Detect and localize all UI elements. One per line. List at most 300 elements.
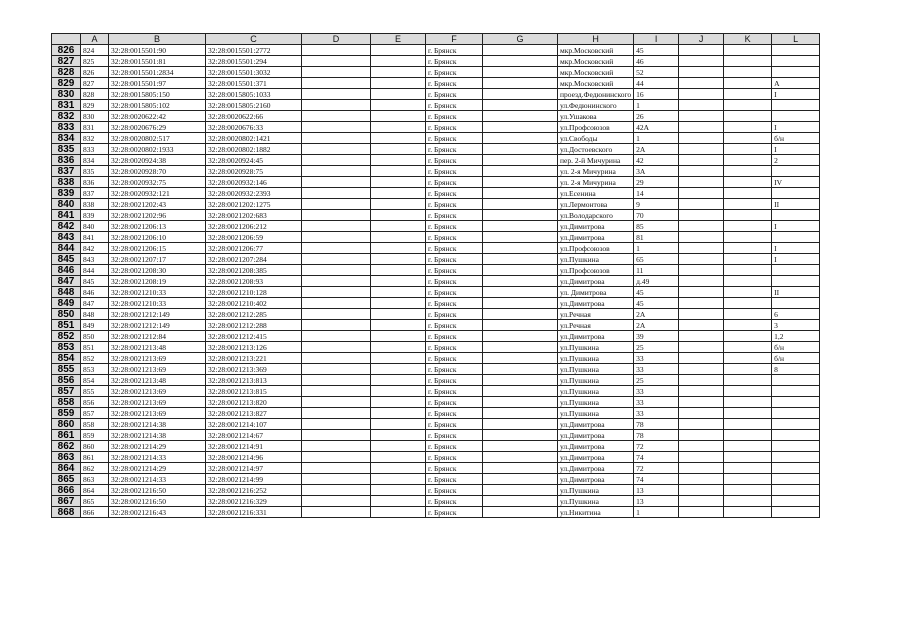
cell-d[interactable] <box>302 441 371 452</box>
column-header-b[interactable]: B <box>109 34 206 45</box>
cell-c[interactable]: 32:28:0021213:827 <box>206 408 302 419</box>
cell-g[interactable] <box>483 210 558 221</box>
cell-f[interactable]: г. Брянск <box>426 56 483 67</box>
cell-l[interactable]: II <box>772 287 820 298</box>
cell-i[interactable]: 72 <box>634 441 679 452</box>
column-header-a[interactable]: A <box>81 34 109 45</box>
cell-d[interactable] <box>302 254 371 265</box>
row-header[interactable]: 834 <box>52 133 81 144</box>
column-header-f[interactable]: F <box>426 34 483 45</box>
cell-d[interactable] <box>302 287 371 298</box>
cell-e[interactable] <box>371 188 426 199</box>
cell-c[interactable]: 32:28:0021212:415 <box>206 331 302 342</box>
cell-b[interactable]: 32:28:0020932:121 <box>109 188 206 199</box>
cell-c[interactable]: 32:28:0021213:126 <box>206 342 302 353</box>
cell-g[interactable] <box>483 287 558 298</box>
cell-h[interactable]: ул. 2-я Мичурина <box>558 177 634 188</box>
cell-e[interactable] <box>371 45 426 56</box>
cell-a[interactable]: 838 <box>81 199 109 210</box>
cell-f[interactable]: г. Брянск <box>426 276 483 287</box>
cell-h[interactable]: проезд.Федюнинского <box>558 89 634 100</box>
cell-e[interactable] <box>371 309 426 320</box>
cell-l[interactable] <box>772 265 820 276</box>
row-header[interactable]: 859 <box>52 408 81 419</box>
row-header[interactable]: 848 <box>52 287 81 298</box>
cell-c[interactable]: 32:28:0020928:75 <box>206 166 302 177</box>
cell-l[interactable]: I <box>772 144 820 155</box>
cell-i[interactable]: 44 <box>634 78 679 89</box>
cell-k[interactable] <box>724 111 772 122</box>
cell-c[interactable]: 32:28:0021213:820 <box>206 397 302 408</box>
cell-j[interactable] <box>679 419 724 430</box>
cell-f[interactable]: г. Брянск <box>426 397 483 408</box>
cell-g[interactable] <box>483 100 558 111</box>
cell-d[interactable] <box>302 408 371 419</box>
cell-d[interactable] <box>302 155 371 166</box>
cell-h[interactable]: ул.Пушкина <box>558 485 634 496</box>
cell-f[interactable]: г. Брянск <box>426 298 483 309</box>
cell-e[interactable] <box>371 342 426 353</box>
cell-a[interactable]: 863 <box>81 474 109 485</box>
cell-g[interactable] <box>483 474 558 485</box>
row-header[interactable]: 854 <box>52 353 81 364</box>
cell-g[interactable] <box>483 485 558 496</box>
cell-h[interactable]: ул.Пушкина <box>558 386 634 397</box>
row-header[interactable]: 840 <box>52 199 81 210</box>
cell-e[interactable] <box>371 320 426 331</box>
cell-j[interactable] <box>679 430 724 441</box>
cell-l[interactable] <box>772 419 820 430</box>
cell-e[interactable] <box>371 353 426 364</box>
cell-j[interactable] <box>679 67 724 78</box>
cell-a[interactable]: 840 <box>81 221 109 232</box>
cell-b[interactable]: 32:28:0021212:149 <box>109 309 206 320</box>
cell-f[interactable]: г. Брянск <box>426 111 483 122</box>
cell-b[interactable]: 32:28:0021214:38 <box>109 419 206 430</box>
cell-g[interactable] <box>483 67 558 78</box>
cell-g[interactable] <box>483 111 558 122</box>
cell-l[interactable] <box>772 232 820 243</box>
cell-k[interactable] <box>724 353 772 364</box>
cell-i[interactable]: 39 <box>634 331 679 342</box>
cell-e[interactable] <box>371 430 426 441</box>
cell-l[interactable]: I <box>772 122 820 133</box>
cell-k[interactable] <box>724 452 772 463</box>
cell-b[interactable]: 32:28:0021213:69 <box>109 397 206 408</box>
cell-i[interactable]: 33 <box>634 397 679 408</box>
cell-b[interactable]: 32:28:0021214:29 <box>109 463 206 474</box>
cell-f[interactable]: г. Брянск <box>426 232 483 243</box>
row-header[interactable]: 864 <box>52 463 81 474</box>
cell-g[interactable] <box>483 254 558 265</box>
cell-i[interactable]: 1 <box>634 100 679 111</box>
cell-h[interactable]: пер. 2-й Мичурина <box>558 155 634 166</box>
row-header[interactable]: 850 <box>52 309 81 320</box>
cell-i[interactable]: 2А <box>634 309 679 320</box>
cell-c[interactable]: 32:28:0020802:1421 <box>206 133 302 144</box>
cell-d[interactable] <box>302 243 371 254</box>
cell-d[interactable] <box>302 309 371 320</box>
cell-h[interactable]: ул.Никитина <box>558 507 634 518</box>
cell-j[interactable] <box>679 243 724 254</box>
cell-b[interactable]: 32:28:0021214:38 <box>109 430 206 441</box>
cell-f[interactable]: г. Брянск <box>426 463 483 474</box>
cell-k[interactable] <box>724 320 772 331</box>
cell-c[interactable]: 32:28:0020932:146 <box>206 177 302 188</box>
cell-j[interactable] <box>679 364 724 375</box>
row-header[interactable]: 868 <box>52 507 81 518</box>
column-header-e[interactable]: E <box>371 34 426 45</box>
cell-j[interactable] <box>679 397 724 408</box>
cell-k[interactable] <box>724 67 772 78</box>
cell-i[interactable]: 52 <box>634 67 679 78</box>
cell-g[interactable] <box>483 463 558 474</box>
cell-k[interactable] <box>724 155 772 166</box>
row-header[interactable]: 830 <box>52 89 81 100</box>
cell-c[interactable]: 32:28:0021212:288 <box>206 320 302 331</box>
cell-i[interactable]: 33 <box>634 353 679 364</box>
cell-g[interactable] <box>483 166 558 177</box>
cell-d[interactable] <box>302 166 371 177</box>
cell-g[interactable] <box>483 199 558 210</box>
cell-l[interactable]: I <box>772 89 820 100</box>
cell-h[interactable]: ул.Пушкина <box>558 496 634 507</box>
cell-k[interactable] <box>724 463 772 474</box>
cell-e[interactable] <box>371 386 426 397</box>
cell-g[interactable] <box>483 397 558 408</box>
cell-l[interactable] <box>772 210 820 221</box>
cell-j[interactable] <box>679 155 724 166</box>
row-header[interactable]: 832 <box>52 111 81 122</box>
cell-d[interactable] <box>302 78 371 89</box>
cell-g[interactable] <box>483 232 558 243</box>
cell-f[interactable]: г. Брянск <box>426 133 483 144</box>
cell-k[interactable] <box>724 397 772 408</box>
cell-e[interactable] <box>371 221 426 232</box>
cell-f[interactable]: г. Брянск <box>426 474 483 485</box>
cell-f[interactable]: г. Брянск <box>426 155 483 166</box>
row-header[interactable]: 827 <box>52 56 81 67</box>
cell-f[interactable]: г. Брянск <box>426 408 483 419</box>
cell-d[interactable] <box>302 496 371 507</box>
cell-h[interactable]: ул.Димитрова <box>558 452 634 463</box>
row-header[interactable]: 836 <box>52 155 81 166</box>
cell-f[interactable]: г. Брянск <box>426 78 483 89</box>
cell-h[interactable]: ул.Димитрова <box>558 331 634 342</box>
cell-l[interactable]: IV <box>772 177 820 188</box>
cell-h[interactable]: мкр.Московский <box>558 67 634 78</box>
cell-c[interactable]: 32:28:0021213:813 <box>206 375 302 386</box>
cell-h[interactable]: ул.Димитрова <box>558 419 634 430</box>
cell-a[interactable]: 829 <box>81 100 109 111</box>
cell-g[interactable] <box>483 342 558 353</box>
cell-h[interactable]: ул.Пушкина <box>558 408 634 419</box>
cell-d[interactable] <box>302 507 371 518</box>
cell-j[interactable] <box>679 441 724 452</box>
cell-b[interactable]: 32:28:0015501:2834 <box>109 67 206 78</box>
cell-l[interactable]: А <box>772 78 820 89</box>
cell-j[interactable] <box>679 408 724 419</box>
cell-j[interactable] <box>679 45 724 56</box>
cell-i[interactable]: 16 <box>634 89 679 100</box>
cell-k[interactable] <box>724 78 772 89</box>
cell-d[interactable] <box>302 276 371 287</box>
cell-f[interactable]: г. Брянск <box>426 89 483 100</box>
cell-b[interactable]: 32:28:0020622:42 <box>109 111 206 122</box>
cell-k[interactable] <box>724 133 772 144</box>
cell-g[interactable] <box>483 309 558 320</box>
cell-l[interactable] <box>772 298 820 309</box>
cell-a[interactable]: 830 <box>81 111 109 122</box>
cell-g[interactable] <box>483 78 558 89</box>
cell-j[interactable] <box>679 320 724 331</box>
cell-k[interactable] <box>724 232 772 243</box>
cell-k[interactable] <box>724 122 772 133</box>
cell-g[interactable] <box>483 56 558 67</box>
cell-e[interactable] <box>371 155 426 166</box>
cell-j[interactable] <box>679 507 724 518</box>
cell-f[interactable]: г. Брянск <box>426 386 483 397</box>
cell-k[interactable] <box>724 507 772 518</box>
cell-h[interactable]: ул.Пушкина <box>558 364 634 375</box>
cell-i[interactable]: 45 <box>634 45 679 56</box>
cell-f[interactable]: г. Брянск <box>426 496 483 507</box>
cell-e[interactable] <box>371 56 426 67</box>
cell-j[interactable] <box>679 331 724 342</box>
cell-k[interactable] <box>724 265 772 276</box>
cell-h[interactable]: ул.Володарского <box>558 210 634 221</box>
cell-d[interactable] <box>302 133 371 144</box>
row-header[interactable]: 866 <box>52 485 81 496</box>
cell-g[interactable] <box>483 144 558 155</box>
cell-f[interactable]: г. Брянск <box>426 342 483 353</box>
cell-e[interactable] <box>371 67 426 78</box>
cell-h[interactable]: мкр.Московский <box>558 45 634 56</box>
cell-f[interactable]: г. Брянск <box>426 100 483 111</box>
cell-d[interactable] <box>302 320 371 331</box>
cell-a[interactable]: 851 <box>81 342 109 353</box>
cell-c[interactable]: 32:28:0021214:91 <box>206 441 302 452</box>
cell-h[interactable]: ул.Димитрова <box>558 474 634 485</box>
cell-h[interactable]: ул.Димитрова <box>558 298 634 309</box>
row-header[interactable]: 837 <box>52 166 81 177</box>
cell-j[interactable] <box>679 78 724 89</box>
cell-c[interactable]: 32:28:0015501:2772 <box>206 45 302 56</box>
cell-l[interactable]: 6 <box>772 309 820 320</box>
cell-j[interactable] <box>679 342 724 353</box>
cell-a[interactable]: 853 <box>81 364 109 375</box>
cell-f[interactable]: г. Брянск <box>426 452 483 463</box>
cell-a[interactable]: 858 <box>81 419 109 430</box>
cell-k[interactable] <box>724 177 772 188</box>
cell-k[interactable] <box>724 199 772 210</box>
cell-f[interactable]: г. Брянск <box>426 485 483 496</box>
cell-l[interactable] <box>772 166 820 177</box>
cell-f[interactable]: г. Брянск <box>426 221 483 232</box>
cell-e[interactable] <box>371 419 426 430</box>
cell-l[interactable] <box>772 430 820 441</box>
cell-i[interactable]: 78 <box>634 419 679 430</box>
cell-l[interactable] <box>772 485 820 496</box>
cell-c[interactable]: 32:28:0015805:1033 <box>206 89 302 100</box>
cell-g[interactable] <box>483 243 558 254</box>
cell-j[interactable] <box>679 463 724 474</box>
cell-j[interactable] <box>679 210 724 221</box>
cell-f[interactable]: г. Брянск <box>426 375 483 386</box>
cell-c[interactable]: 32:28:0021210:402 <box>206 298 302 309</box>
cell-f[interactable]: г. Брянск <box>426 320 483 331</box>
cell-k[interactable] <box>724 56 772 67</box>
column-header-h[interactable]: H <box>558 34 634 45</box>
cell-i[interactable]: 65 <box>634 254 679 265</box>
cell-j[interactable] <box>679 287 724 298</box>
cell-k[interactable] <box>724 474 772 485</box>
cell-b[interactable]: 32:28:0021214:33 <box>109 452 206 463</box>
cell-e[interactable] <box>371 276 426 287</box>
cell-e[interactable] <box>371 166 426 177</box>
row-header[interactable]: 856 <box>52 375 81 386</box>
cell-d[interactable] <box>302 232 371 243</box>
cell-d[interactable] <box>302 221 371 232</box>
cell-f[interactable]: г. Брянск <box>426 265 483 276</box>
column-header-c[interactable]: C <box>206 34 302 45</box>
cell-a[interactable]: 856 <box>81 397 109 408</box>
row-header[interactable]: 829 <box>52 78 81 89</box>
cell-d[interactable] <box>302 298 371 309</box>
cell-k[interactable] <box>724 485 772 496</box>
cell-g[interactable] <box>483 122 558 133</box>
cell-j[interactable] <box>679 485 724 496</box>
cell-b[interactable]: 32:28:0021202:96 <box>109 210 206 221</box>
cell-i[interactable]: д.49 <box>634 276 679 287</box>
cell-a[interactable]: 866 <box>81 507 109 518</box>
cell-b[interactable]: 32:28:0015501:90 <box>109 45 206 56</box>
cell-j[interactable] <box>679 166 724 177</box>
row-header[interactable]: 843 <box>52 232 81 243</box>
cell-i[interactable]: 11 <box>634 265 679 276</box>
cell-e[interactable] <box>371 210 426 221</box>
column-header-k[interactable]: K <box>724 34 772 45</box>
cell-d[interactable] <box>302 430 371 441</box>
cell-h[interactable]: ул.Федюнинского <box>558 100 634 111</box>
cell-f[interactable]: г. Брянск <box>426 430 483 441</box>
row-header[interactable]: 855 <box>52 364 81 375</box>
cell-b[interactable]: 32:28:0015501:97 <box>109 78 206 89</box>
cell-k[interactable] <box>724 430 772 441</box>
cell-f[interactable]: г. Брянск <box>426 331 483 342</box>
cell-c[interactable]: 32:28:0015501:294 <box>206 56 302 67</box>
cell-l[interactable] <box>772 496 820 507</box>
cell-f[interactable]: г. Брянск <box>426 210 483 221</box>
cell-k[interactable] <box>724 309 772 320</box>
cell-b[interactable]: 32:28:0015805:102 <box>109 100 206 111</box>
column-header-d[interactable]: D <box>302 34 371 45</box>
cell-k[interactable] <box>724 45 772 56</box>
cell-b[interactable]: 32:28:0021213:69 <box>109 364 206 375</box>
cell-d[interactable] <box>302 463 371 474</box>
cell-i[interactable]: 13 <box>634 496 679 507</box>
column-header-j[interactable]: J <box>679 34 724 45</box>
cell-c[interactable]: 32:28:0021214:97 <box>206 463 302 474</box>
cell-b[interactable]: 32:28:0021214:29 <box>109 441 206 452</box>
cell-c[interactable]: 32:28:0020676:33 <box>206 122 302 133</box>
cell-g[interactable] <box>483 364 558 375</box>
cell-f[interactable]: г. Брянск <box>426 177 483 188</box>
cell-g[interactable] <box>483 386 558 397</box>
row-header[interactable]: 849 <box>52 298 81 309</box>
cell-j[interactable] <box>679 232 724 243</box>
cell-c[interactable]: 32:28:0015501:371 <box>206 78 302 89</box>
cell-a[interactable]: 848 <box>81 309 109 320</box>
column-header-i[interactable]: I <box>634 34 679 45</box>
row-header[interactable]: 833 <box>52 122 81 133</box>
cell-a[interactable]: 839 <box>81 210 109 221</box>
cell-c[interactable]: 32:28:0021214:96 <box>206 452 302 463</box>
cell-i[interactable]: 13 <box>634 485 679 496</box>
cell-i[interactable]: 14 <box>634 188 679 199</box>
cell-l[interactable]: б/н <box>772 353 820 364</box>
cell-j[interactable] <box>679 386 724 397</box>
cell-b[interactable]: 32:28:0020932:75 <box>109 177 206 188</box>
row-header[interactable]: 860 <box>52 419 81 430</box>
cell-e[interactable] <box>371 496 426 507</box>
cell-c[interactable]: 32:28:0021208:93 <box>206 276 302 287</box>
cell-i[interactable]: 1 <box>634 507 679 518</box>
cell-d[interactable] <box>302 100 371 111</box>
cell-a[interactable]: 841 <box>81 232 109 243</box>
cell-h[interactable]: ул. 2-я Мичурина <box>558 166 634 177</box>
cell-l[interactable]: 2 <box>772 155 820 166</box>
cell-b[interactable]: 32:28:0021216:50 <box>109 485 206 496</box>
row-header[interactable]: 867 <box>52 496 81 507</box>
cell-k[interactable] <box>724 386 772 397</box>
cell-a[interactable]: 862 <box>81 463 109 474</box>
cell-j[interactable] <box>679 221 724 232</box>
cell-j[interactable] <box>679 177 724 188</box>
cell-i[interactable]: 74 <box>634 474 679 485</box>
cell-d[interactable] <box>302 452 371 463</box>
cell-b[interactable]: 32:28:0021213:69 <box>109 386 206 397</box>
cell-a[interactable]: 834 <box>81 155 109 166</box>
cell-h[interactable]: ул. Димитрова <box>558 287 634 298</box>
cell-j[interactable] <box>679 89 724 100</box>
cell-e[interactable] <box>371 375 426 386</box>
row-header[interactable]: 865 <box>52 474 81 485</box>
cell-e[interactable] <box>371 78 426 89</box>
cell-j[interactable] <box>679 122 724 133</box>
cell-c[interactable]: 32:28:0021216:252 <box>206 485 302 496</box>
cell-i[interactable]: 42А <box>634 122 679 133</box>
cell-g[interactable] <box>483 265 558 276</box>
cell-i[interactable]: 33 <box>634 386 679 397</box>
cell-i[interactable]: 33 <box>634 364 679 375</box>
cell-a[interactable]: 857 <box>81 408 109 419</box>
cell-g[interactable] <box>483 353 558 364</box>
cell-e[interactable] <box>371 452 426 463</box>
cell-h[interactable]: ул.Димитрова <box>558 430 634 441</box>
cell-h[interactable]: ул.Пушкина <box>558 342 634 353</box>
cell-j[interactable] <box>679 276 724 287</box>
cell-j[interactable] <box>679 353 724 364</box>
cell-d[interactable] <box>302 89 371 100</box>
cell-i[interactable]: 1 <box>634 243 679 254</box>
cell-g[interactable] <box>483 430 558 441</box>
cell-b[interactable]: 32:28:0020802:517 <box>109 133 206 144</box>
cell-l[interactable] <box>772 45 820 56</box>
cell-e[interactable] <box>371 474 426 485</box>
cell-b[interactable]: 32:28:0021202:43 <box>109 199 206 210</box>
cell-g[interactable] <box>483 375 558 386</box>
